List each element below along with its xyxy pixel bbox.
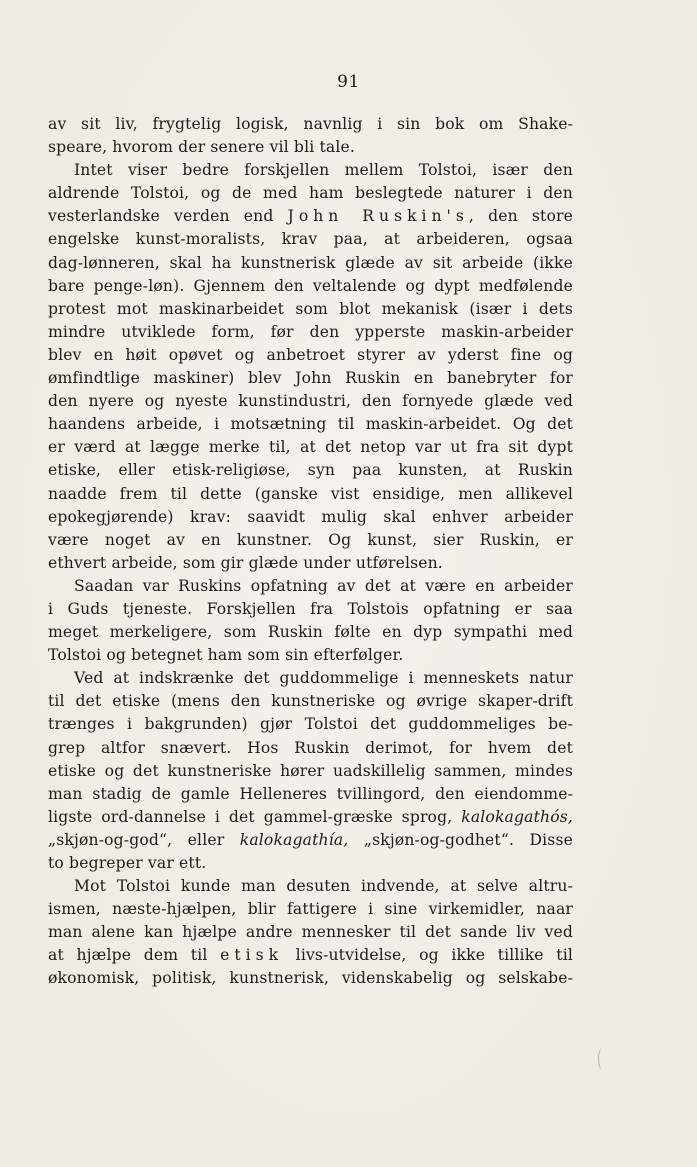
text-line: [48, 921, 573, 944]
line-segment: man alene kan hjælpe andre mennesker til det sande liv ved: [48, 923, 573, 942]
line-segment: to begreper var ett.: [48, 854, 207, 872]
body-text: [48, 113, 573, 991]
line-segment: grep altfor snævert. Hos Ruskin derimot, for hvem det: [48, 738, 573, 757]
text-line: [48, 344, 573, 367]
line-segment: Intet viser bedre forskjellen mellem Tolstoi, især den: [74, 161, 573, 180]
text-line: [48, 228, 573, 251]
text-line: [48, 506, 573, 529]
text-line: [48, 598, 573, 621]
line-segment: kalokagathós,: [461, 807, 573, 826]
line-segment: ligste ord-dannelse i det gammel-græske sprog,: [48, 807, 462, 826]
text-line: [48, 252, 573, 275]
line-segment: Saadan var Ruskins opfatning av det at være en arbeider: [74, 576, 573, 595]
text-line: [48, 575, 573, 598]
line-segment: dag-lønneren, skal ha kunstnerisk glæde av sit arbeide (ikke: [48, 253, 573, 272]
text-line: [48, 552, 573, 575]
line-segment: etiske og det kunstneriske hører uadskillelig sammen, mindes: [48, 761, 573, 780]
line-segment: protest mot maskinarbeidet som blot mekanisk (især i dets: [48, 299, 573, 318]
line-segment: i Guds tjeneste. Forskjellen fra Tolstois opfatning er saa: [48, 599, 573, 618]
line-segment: økonomisk, politisk, kunstnerisk, videnskabelig og selskabe-: [48, 969, 573, 988]
text-line: [48, 113, 573, 136]
margin-pencil-mark: [598, 1048, 607, 1070]
text-line: [48, 667, 573, 690]
text-line: [48, 737, 573, 760]
line-segment: engelske kunst-moralists, krav paa, at arbeideren, ogsaa: [48, 230, 573, 249]
text-line: [48, 783, 573, 806]
line-segment: mindre utviklede form, før den ypperste maskin-arbeider: [48, 322, 573, 341]
line-segment: haandens arbeide, i motsætning til maskin-arbeidet. Og det: [48, 415, 573, 434]
text-line: [48, 483, 573, 506]
line-segment: speare, hvorom der senere vil bli tale.: [48, 138, 355, 157]
text-line: [48, 713, 573, 736]
text-line: [48, 829, 573, 852]
text-line: [48, 159, 573, 182]
text-line: [48, 967, 573, 990]
text-line: [48, 390, 573, 413]
text-line: [48, 529, 573, 552]
line-segment: etisk: [220, 946, 284, 965]
text-line: [48, 182, 573, 205]
line-segment: være noget av en kunstner. Og kunst, sier Ruskin, er: [48, 530, 573, 549]
line-segment: til det etiske (mens den kunstneriske og øvrige skaper-drift: [48, 692, 573, 711]
line-segment: naadde frem til dette (ganske vist ensidige, men allikevel: [48, 484, 573, 503]
text-line: [48, 459, 573, 482]
text-line: [48, 367, 573, 390]
line-segment: bare penge-løn). Gjennem den veltalende og dypt medfølende: [48, 276, 573, 295]
text-line: [48, 898, 573, 921]
line-segment: ethvert arbeide, som gir glæde under utførelsen.: [48, 553, 443, 572]
text-line: [48, 413, 573, 436]
line-segment: ømfindtlige maskiner) blev John Ruskin en banebryter for: [48, 369, 573, 388]
text-line: [48, 205, 573, 228]
text-line: [48, 275, 573, 298]
line-segment: at hjælpe dem til: [48, 946, 221, 965]
line-segment: „skjøn-og-god“, eller: [48, 830, 240, 849]
text-line: [48, 760, 573, 783]
line-segment: trænges i bakgrunden) gjør Tolstoi det guddommeliges be-: [48, 715, 573, 734]
text-line: [48, 690, 573, 713]
line-segment: , den store: [468, 207, 573, 226]
text-line: [48, 136, 573, 159]
line-segment: vesterlandske verden end: [48, 207, 288, 226]
line-segment: ismen, næste-hjælpen, blir fattigere i sine virkemidler, naar: [48, 900, 573, 919]
line-segment: John Ruskin's: [287, 207, 469, 226]
text-line: [48, 621, 573, 644]
line-segment: Tolstoi og betegnet ham som sin efterfølger.: [48, 646, 404, 665]
text-line: [48, 644, 573, 667]
text-line: [48, 875, 573, 898]
line-segment: kalokagathía,: [239, 830, 349, 849]
text-line: [48, 852, 573, 875]
line-segment: „skjøn-og-godhet“. Disse: [348, 830, 573, 849]
text-line: [48, 436, 573, 459]
line-segment: blev en høit opøvet og anbetroet styrer av yderst fine og: [48, 345, 573, 364]
line-segment: aldrende Tolstoi, og de med ham beslegtede naturer i den: [48, 184, 573, 203]
text-line: [48, 944, 573, 967]
line-segment: livs-utvidelse, og ikke tillike til: [283, 946, 573, 965]
line-segment: Ved at indskrænke det guddommelige i menneskets natur: [74, 669, 573, 688]
text-line: [48, 298, 573, 321]
line-segment: er værd at lægge merke til, at det netop var ut fra sit dypt: [48, 438, 573, 457]
text-line: [48, 321, 573, 344]
line-segment: av sit liv, frygtelig logisk, navnlig i sin bok om Shake-: [48, 115, 573, 133]
text-line: [48, 806, 573, 829]
line-segment: man stadig de gamle Helleneres tvillingord, den eiendomme-: [48, 784, 573, 803]
line-segment: epokegjørende) krav: saavidt mulig skal enhver arbeider: [48, 507, 573, 526]
page-number: 91: [337, 72, 360, 92]
line-segment: etiske, eller etisk-religiøse, syn paa kunsten, at Ruskin: [48, 461, 573, 480]
line-segment: meget merkeligere, som Ruskin følte en dyp sympathi med: [48, 623, 573, 642]
line-segment: Mot Tolstoi kunde man desuten indvende, at selve altru-: [74, 877, 573, 896]
line-segment: den nyere og nyeste kunstindustri, den fornyede glæde ved: [48, 392, 573, 411]
